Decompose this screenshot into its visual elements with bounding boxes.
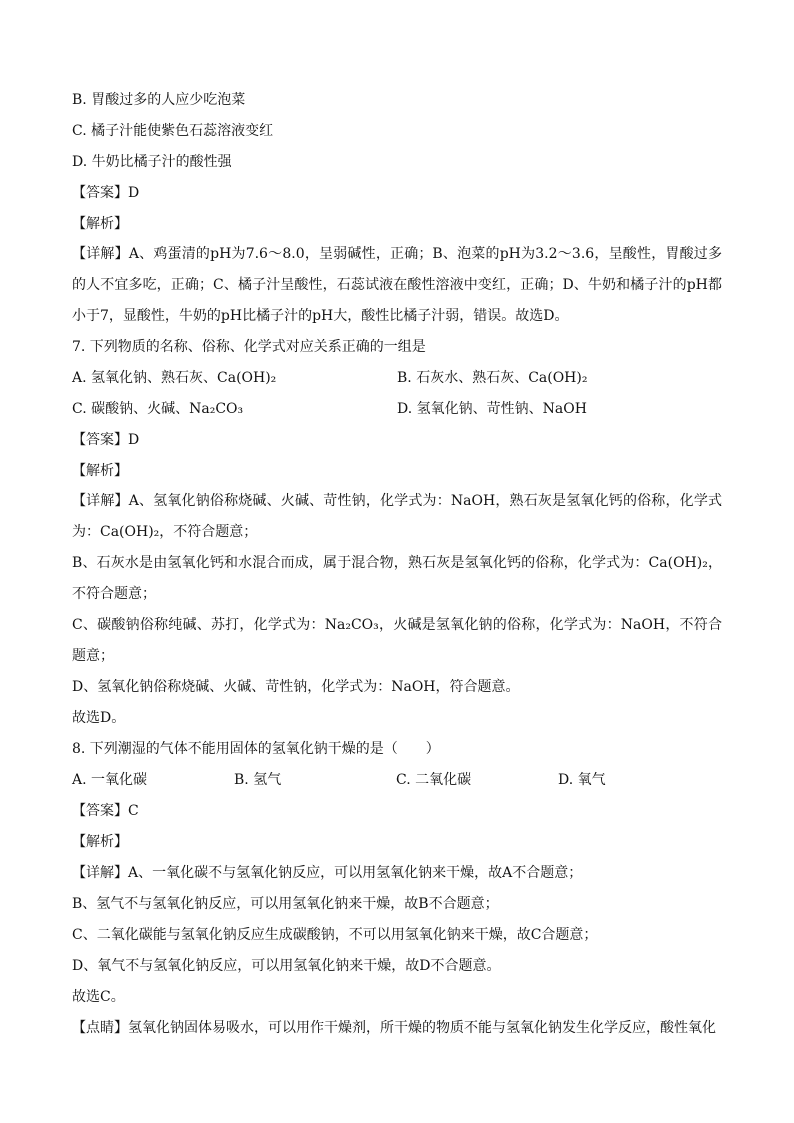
q8-detail-c: C、二氧化碳能与氢氧化钠反应生成碳酸钠，不可以用氢氧化钠来干燥，故C合题意； bbox=[72, 927, 598, 943]
document-page bbox=[72, 90, 722, 1044]
q7-options-row-1 bbox=[72, 368, 722, 388]
q8-detail-d: D、氧气不与氢氧化钠反应，可以用氢氧化钠来干燥，故D不合题意。 bbox=[72, 958, 501, 974]
answer-label: 【答案】 bbox=[72, 432, 128, 448]
answer-value: C bbox=[128, 803, 139, 819]
q6-analysis-label: 【解析】 bbox=[72, 216, 128, 232]
q6-option-c: C. 橘子汁能使紫色石蕊溶液变红 bbox=[72, 123, 274, 139]
q8-option-c: C. 二氧化碳 bbox=[396, 772, 472, 788]
q6-option-d: D. 牛奶比橘子汁的酸性强 bbox=[72, 154, 232, 170]
answer-label: 【答案】 bbox=[72, 185, 128, 201]
q7-detail-c: C、碳酸钠俗称纯碱、苏打，化学式为：Na₂CO₃，火碱是氢氧化钠的俗称，化学式为：NaOH，不符合题意； bbox=[72, 617, 722, 664]
q6-answer bbox=[72, 183, 722, 203]
q8-option-b: B. 氢气 bbox=[234, 772, 282, 788]
q8-answer bbox=[72, 796, 722, 827]
q8-detail-a bbox=[72, 858, 722, 889]
q7-detail-b: B、石灰水是由氢氧化钙和水混合而成，属于混合物，熟石灰是氢氧化钙的俗称，化学式为：Ca(OH)₂，不符合题意； bbox=[72, 555, 722, 602]
q7-option-c: C. 碳酸钠、火碱、Na₂CO₃ bbox=[72, 401, 244, 417]
detail-text: A、鸡蛋清的pH为7.6～8.0，呈弱碱性，正确；B、泡菜的pH为3.2～3.6，呈酸性，胃酸过多的人不宜多吃，正确；C、橘子汁呈酸性，石蕊试液在酸性溶液中变红，正确；D、牛奶和橘子汁的pH都小于7，显酸性，牛奶的pH比橘子汁的pH大，酸性比橘子汁弱，错误。故选D。 bbox=[72, 246, 722, 324]
q7-option-d: D. 氢氧化钠、苛性钠、NaOH bbox=[397, 401, 587, 417]
q7-detail-a bbox=[72, 486, 722, 548]
q7-option-b: B. 石灰水、熟石灰、Ca(OH)₂ bbox=[397, 370, 588, 386]
q7-stem: 7. 下列物质的名称、俗称、化学式对应关系正确的一组是 bbox=[72, 339, 426, 355]
q8-stem: 8. 下列潮湿的气体不能用固体的氢氧化钠干燥的是（ ） bbox=[72, 741, 440, 757]
tip-label: 【点睛】 bbox=[72, 1020, 128, 1036]
q7-option-a: A. 氢氧化钠、熟石灰、Ca(OH)₂ bbox=[72, 370, 277, 386]
q7-answer bbox=[72, 430, 722, 450]
q6-option-b: B. 胃酸过多的人应少吃泡菜 bbox=[72, 92, 246, 108]
q6-detail bbox=[72, 239, 722, 332]
detail-label: 【详解】 bbox=[72, 493, 129, 509]
detail-label: 【详解】 bbox=[72, 865, 128, 881]
q8-options-row bbox=[72, 765, 722, 796]
q7-options-row-2 bbox=[72, 399, 722, 419]
detail-text: A、氢氧化钠俗称烧碱、火碱、苛性钠，化学式为：NaOH，熟石灰是氢氧化钙的俗称，化学式为：Ca(OH)₂，不符合题意； bbox=[72, 493, 722, 540]
tip-text: 氢氧化钠固体易吸水，可以用作干燥剂，所干燥的物质不能与氢氧化钠发生化学反应，酸性氧化 bbox=[128, 1020, 716, 1036]
q8-option-a: A. 一氧化碳 bbox=[72, 772, 148, 788]
detail-label: 【详解】 bbox=[72, 246, 129, 262]
q7-conclusion: 故选D。 bbox=[72, 710, 126, 726]
q8-conclusion: 故选C。 bbox=[72, 989, 125, 1005]
answer-label: 【答案】 bbox=[72, 803, 128, 819]
detail-text: A、一氧化碳不与氢氧化钠反应，可以用氢氧化钠来干燥，故A不合题意； bbox=[128, 865, 583, 881]
q8-detail-b: B、氢气不与氢氧化钠反应，可以用氢氧化钠来干燥，故B不合题意； bbox=[72, 896, 499, 912]
answer-value: D bbox=[128, 432, 140, 448]
q8-option-d: D. 氧气 bbox=[558, 772, 606, 788]
q7-detail-d: D、氢氧化钠俗称烧碱、火碱、苛性钠，化学式为：NaOH，符合题意。 bbox=[72, 679, 520, 695]
q8-analysis-label: 【解析】 bbox=[72, 834, 128, 850]
q8-tip bbox=[72, 1013, 722, 1044]
q7-analysis-label: 【解析】 bbox=[72, 463, 128, 479]
answer-value: D bbox=[128, 185, 140, 201]
